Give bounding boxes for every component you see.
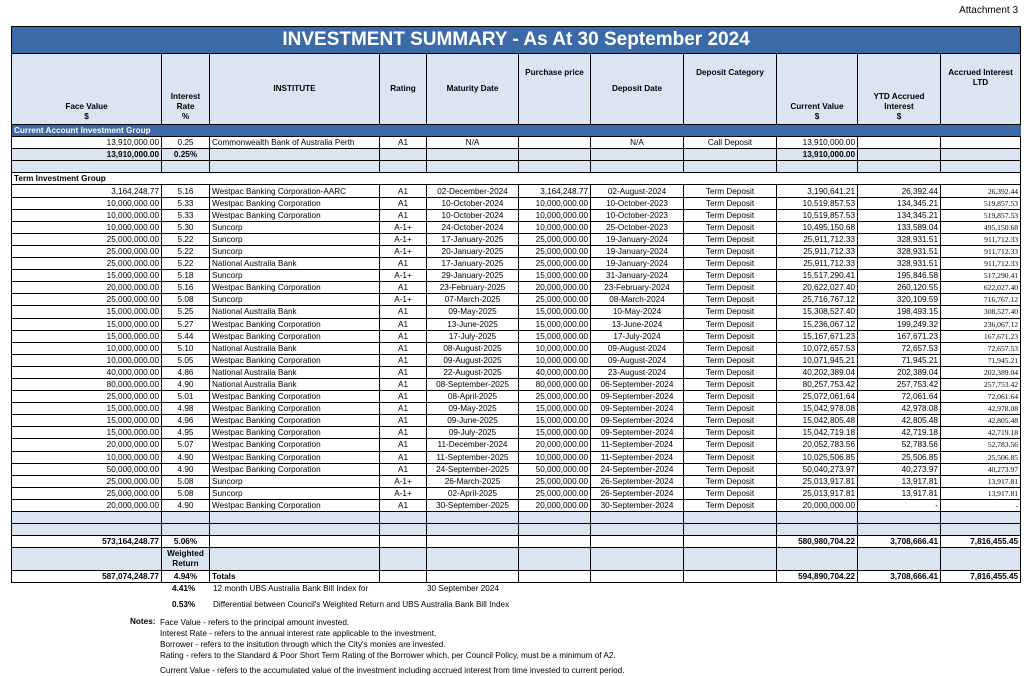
investment-summary <box>11 26 1020 583</box>
table-row: 50,000,000.00 4.90 Westpac Banking Corporation A1 24-September-2025 50,000,000.00 24-September-2024 Term Deposit 50,040,273.97 40,273.97 40,273.97 <box>12 463 1021 475</box>
benchmark-rate: 4.41% <box>172 584 196 593</box>
attachment-label: Attachment 3 <box>959 5 1018 16</box>
header-current-value: Current Value <box>790 102 844 111</box>
totals-row: 587,074,248.77 4.94% Totals 594,890,704.22 3,708,666.41 7,816,455.45 <box>12 571 1021 583</box>
table-row: 15,000,000.00 5.44 Westpac Banking Corporation A1 17-July-2025 15,000,000.00 17-July-2024 Term Deposit 15,167,671.23 167,671.23 167,671.23 <box>12 330 1021 342</box>
table-row: 40,000,000.00 4.86 National Australia Bank A1 22-August-2025 40,000,000.00 23-August-2024 Term Deposit 40,202,389.04 202,389.04 202,389.04 <box>12 366 1021 378</box>
table-row: 80,000,000.00 4.90 National Australia Bank A1 08-September-2025 80,000,000.00 06-September-2024 Term Deposit 80,257,753.42 257,753.42 257,753.42 <box>12 378 1021 390</box>
header-ytd-accrued: YTD Accrued Interest <box>873 92 925 111</box>
table-row: 10,000,000.00 5.05 Westpac Banking Corporation A1 09-August-2025 10,000,000.00 09-August-2024 Term Deposit 10,071,945.21 71,945.21 71,945.21 <box>12 354 1021 366</box>
table-row: 10,000,000.00 5.10 National Australia Bank A1 08-August-2025 10,000,000.00 09-August-2024 Term Deposit 10,072,657.53 72,657.53 72,657.53 <box>12 342 1021 354</box>
table-row: 3,164,248.77 5.16 Westpac Banking Corporation-AARC A1 02-December-2024 3,164,248.77 02-August-2024 Term Deposit 3,190,641.21 26,392.44 26,392.44 <box>12 185 1021 197</box>
benchmark-date: 30 September 2024 <box>427 584 499 593</box>
header-row: Face Value $ Interest Rate % INSTITUTE Rating Maturity Date Purchase price Deposit Date Deposit Category Current Value $ YTD Accrued Interest $ Accrued Interest LTD <box>12 54 1021 125</box>
table-row: 25,000,000.00 5.22 National Australia Bank A1 17-January-2025 25,000,000.00 19-January-2024 Term Deposit 25,911,712.33 328,931.51 911,712.33 <box>12 258 1021 270</box>
header-institute: INSTITUTE <box>210 54 380 125</box>
table-row: 10,000,000.00 4.90 Westpac Banking Corporation A1 11-September-2025 10,000,000.00 11-September-2024 Term Deposit 10,025,506.85 25,506.85 25,506.85 <box>12 451 1021 463</box>
table-row: 25,000,000.00 5.08 Suncorp A-1+ 02-April-2025 25,000,000.00 26-September-2024 Term Deposit 25,013,917.81 13,917.81 13,917.81 <box>12 487 1021 499</box>
weighted-return-label: Weighted Return <box>162 548 210 571</box>
term-subtotal: 573,164,248.77 5.06% 580,980,704.22 3,708,666.41 7,816,455.45 <box>12 536 1021 548</box>
table-row: 15,000,000.00 4.98 Westpac Banking Corporation A1 09-May-2025 15,000,000.00 09-September-2024 Term Deposit 15,042,978.08 42,978.08 42,978.08 <box>12 403 1021 415</box>
table-row: 15,000,000.00 4.95 Westpac Banking Corporation A1 09-July-2025 15,000,000.00 09-September-2024 Term Deposit 15,042,719.18 42,719.18 42,719.18 <box>12 427 1021 439</box>
section-term-investment: Term Investment Group <box>12 173 1021 185</box>
table-row: 25,000,000.00 5.22 Suncorp A-1+ 20-January-2025 25,000,000.00 19-January-2024 Term Deposit 25,911,712.33 328,931.51 911,712.33 <box>12 245 1021 257</box>
differential-text: Differential between Council's Weighted Return and UBS Australia Bank Bill Index <box>213 600 510 609</box>
table-row: 25,000,000.00 5.08 Suncorp A-1+ 26-March-2025 25,000,000.00 26-September-2024 Term Deposit 25,013,917.81 13,917.81 13,917.81 <box>12 475 1021 487</box>
table-row: 20,000,000.00 5.16 Westpac Banking Corporation A1 23-February-2025 20,000,000.00 23-February-2024 Term Deposit 20,622,027.40 260,120.55 622,027.40 <box>12 282 1021 294</box>
header-accrued-ltd: Accrued Interest LTD <box>941 54 1021 125</box>
table-row: 25,000,000.00 5.08 Suncorp A-1+ 07-March-2025 25,000,000.00 08-March-2024 Term Deposit 25,716,767.12 320,109.59 716,767.12 <box>12 294 1021 306</box>
note-line: Borrower - refers to the insitution through which the City's monies are invested. <box>160 640 446 649</box>
table-row: 25,000,000.00 5.22 Suncorp A-1+ 17-January-2025 25,000,000.00 19-January-2024 Term Deposit 25,911,712.33 328,931.51 911,712.33 <box>12 233 1021 245</box>
benchmark-text: 12 month UBS Australia Bank Bill Index for <box>213 584 369 593</box>
table-row: 13,910,000.00 0.25 Commonwealth Bank of Australia Perth A1 N/A N/A Call Deposit 13,910,000.00 <box>12 137 1021 149</box>
table-row: 10,000,000.00 5.30 Suncorp A-1+ 24-October-2024 10,000,000.00 25-October-2023 Term Deposit 10,495,150.68 133,589.04 495,150.68 <box>12 221 1021 233</box>
header-maturity-date: Maturity Date <box>427 54 519 125</box>
table-row: 10,000,000.00 5.33 Westpac Banking Corporation A1 10-October-2024 10,000,000.00 10-October-2023 Term Deposit 10,519,857.53 134,345.21 519,857.53 <box>12 197 1021 209</box>
section-current-account: Current Account Investment Group <box>12 125 1021 137</box>
note-line: Interest Rate - refers to the annual interest rate applicable to the investment. <box>160 629 437 638</box>
note-line: Current Value - refers to the accumulated value of the investment including accrued interest from time invested to current period. <box>160 666 625 675</box>
current-account-subtotal: 13,910,000.00 0.25% 13,910,000.00 <box>12 149 1021 161</box>
page-title: INVESTMENT SUMMARY - As At 30 September 2024 <box>12 27 1021 54</box>
table-row: 20,000,000.00 4.90 Westpac Banking Corporation A1 30-September-2025 20,000,000.00 30-September-2024 Term Deposit 20,000,000.00 - - <box>12 499 1021 511</box>
notes-list <box>160 617 625 676</box>
table-row: 25,000,000.00 5.01 Westpac Banking Corporation A1 08-April-2025 25,000,000.00 09-September-2024 Term Deposit 25,072,061.64 72,061.64 72,061.64 <box>12 391 1021 403</box>
header-purchase-price: Purchase price <box>519 54 591 125</box>
note-line: Face Value - refers to the principal amount invested. <box>160 618 350 627</box>
header-rating: Rating <box>380 54 427 125</box>
table-row: 20,000,000.00 5.07 Westpac Banking Corporation A1 11-December-2024 20,000,000.00 11-September-2024 Term Deposit 20,052,783.56 52,783.56 52,783.56 <box>12 439 1021 451</box>
header-interest-rate: Interest Rate <box>170 92 201 111</box>
table-row: 15,000,000.00 4.96 Westpac Banking Corporation A1 09-June-2025 15,000,000.00 09-September-2024 Term Deposit 15,042,805.48 42,805.48 42,805.48 <box>12 415 1021 427</box>
header-deposit-date: Deposit Date <box>591 54 684 125</box>
table-row: 15,000,000.00 5.25 National Australia Bank A1 09-May-2025 15,000,000.00 10-May-2024 Term Deposit 15,308,527.40 198,493.15 308,527.40 <box>12 306 1021 318</box>
header-face-value: Face Value <box>65 102 108 111</box>
header-deposit-category: Deposit Category <box>684 54 777 125</box>
table-row: 15,000,000.00 5.27 Westpac Banking Corporation A1 13-June-2025 15,000,000.00 13-June-2024 Term Deposit 15,236,067.12 199,249.32 236,067.12 <box>12 318 1021 330</box>
investment-table <box>11 26 1021 583</box>
table-row: 15,000,000.00 5.18 Suncorp A-1+ 29-January-2025 15,000,000.00 31-January-2024 Term Deposit 15,517,290.41 195,846.58 517,290.41 <box>12 270 1021 282</box>
weighted-return-row <box>12 548 1021 571</box>
note-line: Rating - refers to the Standard & Poor Short Term Rating of the Borrower which, per Council Policy, must be a minimum of A2. <box>160 651 616 660</box>
notes-label: Notes: <box>130 617 156 626</box>
table-row: 10,000,000.00 5.33 Westpac Banking Corporation A1 10-October-2024 10,000,000.00 10-October-2023 Term Deposit 10,519,857.53 134,345.21 519,857.53 <box>12 209 1021 221</box>
differential-rate: 0.53% <box>172 600 196 609</box>
